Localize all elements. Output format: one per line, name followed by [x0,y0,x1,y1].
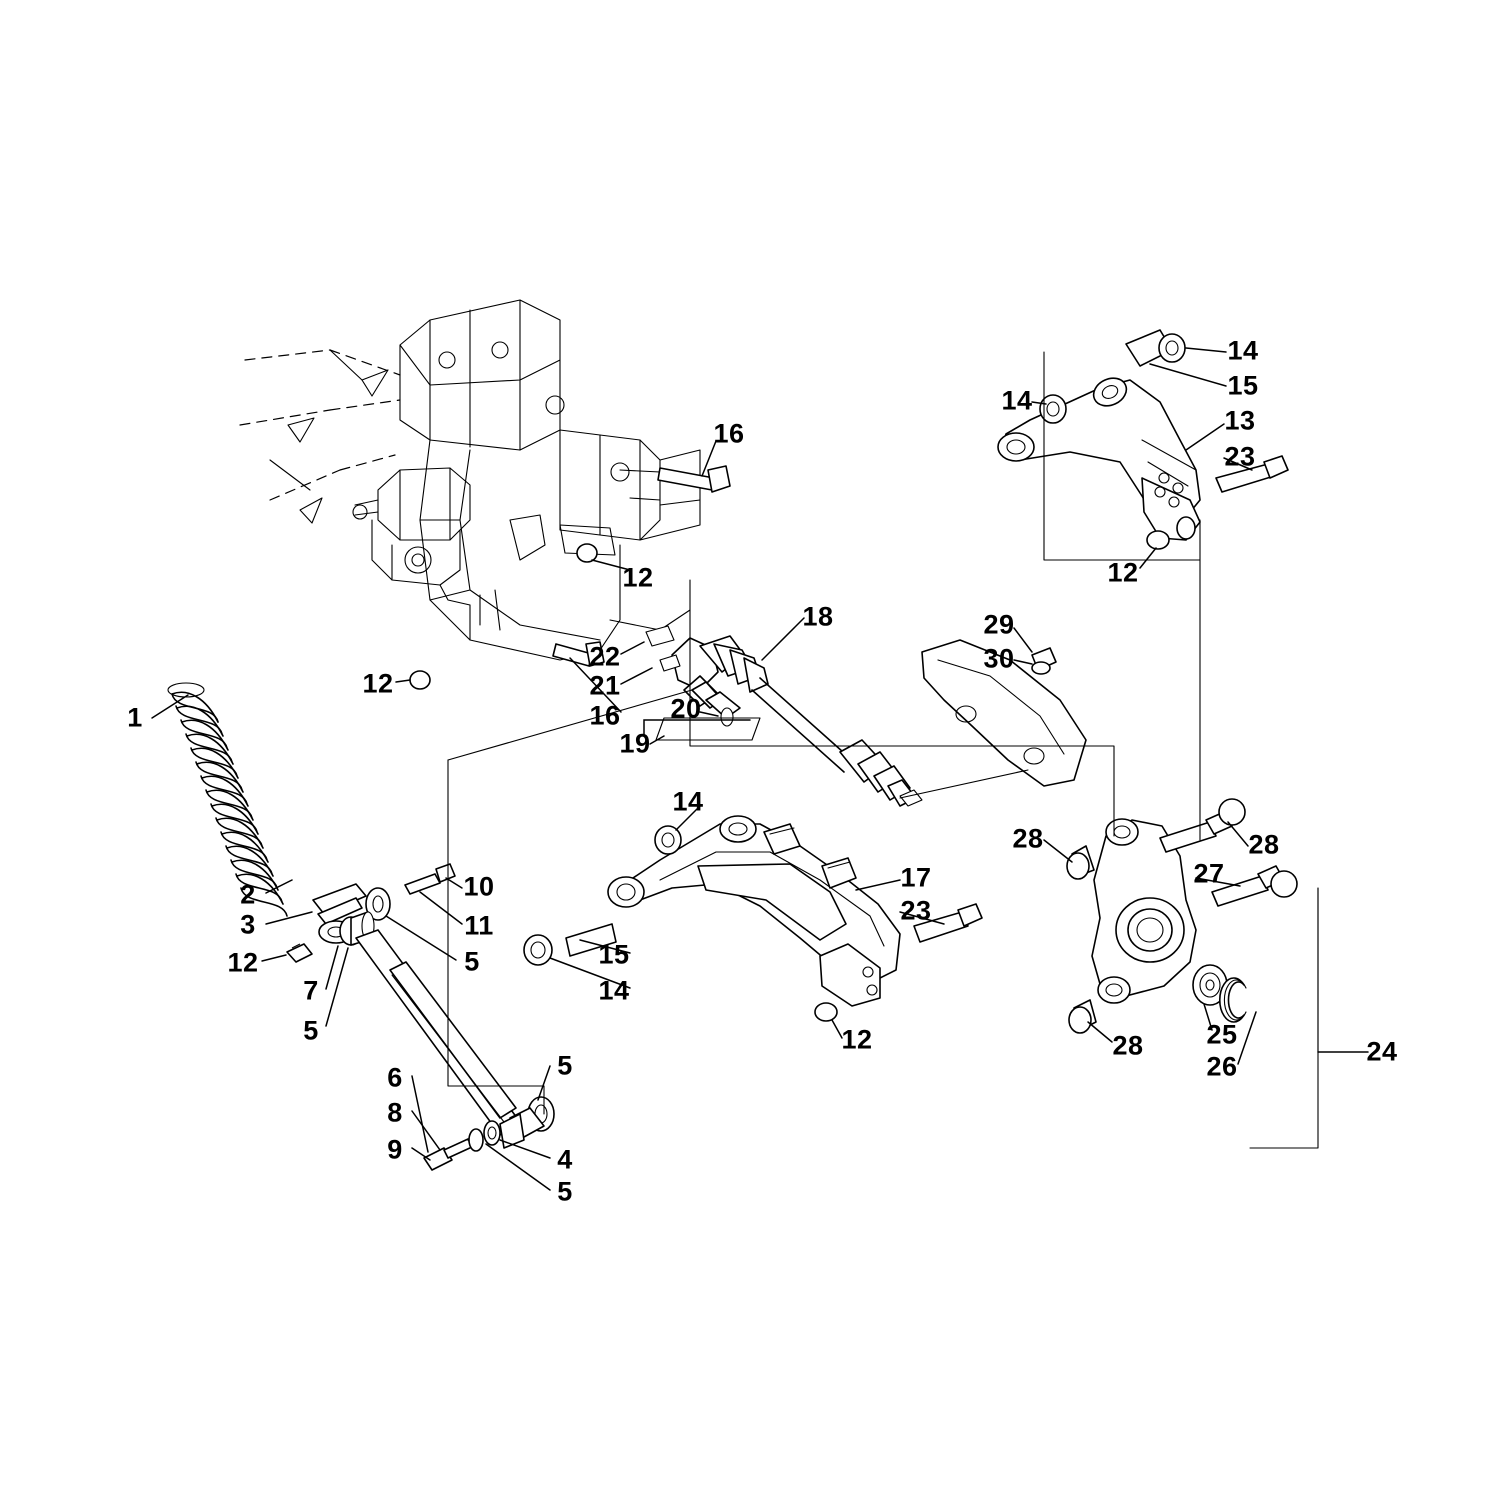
callout-9: 9 [387,1134,403,1165]
callout-14c: 14 [672,786,704,817]
callout-30: 30 [983,643,1015,674]
callout-23a: 23 [1224,441,1256,472]
callout-15b: 15 [598,939,630,970]
callout-26: 26 [1206,1051,1238,1082]
callout-17: 17 [900,862,932,893]
callout-7: 7 [303,975,319,1006]
callout-28c: 28 [1112,1030,1144,1061]
callout-15a: 15 [1227,370,1259,401]
callout-5c: 5 [557,1050,573,1081]
callout-12d: 12 [1107,557,1139,588]
callout-25: 25 [1206,1019,1238,1050]
shock-absorber-group [356,930,554,1137]
callout-1: 1 [127,702,143,733]
callout-10: 10 [463,871,495,902]
callout-5d: 5 [557,1176,573,1207]
callout-12b: 12 [622,562,654,593]
shock-spring-group [168,683,287,916]
callout-5a: 5 [303,1015,319,1046]
callout-21: 21 [589,670,621,701]
chassis-frame-group [240,300,700,660]
callout-11: 11 [464,910,494,941]
callout-16b: 16 [589,700,621,731]
callout-13: 13 [1224,405,1256,436]
callout-20: 20 [670,693,702,724]
callout-12a: 12 [227,947,259,978]
callout-18: 18 [802,601,834,632]
callout-16a: 16 [713,418,745,449]
callout-14a: 14 [1227,335,1259,366]
callout-14d: 14 [598,975,630,1006]
lower-shock-hardware-group [424,1114,524,1170]
callout-29: 29 [983,609,1015,640]
callout-27: 27 [1193,858,1225,889]
callout-6: 6 [387,1062,403,1093]
callout-3: 3 [240,909,256,940]
callout-2: 2 [240,879,256,910]
callout-22: 22 [589,641,621,672]
callout-28b: 28 [1248,829,1280,860]
callout-8: 8 [387,1097,403,1128]
callout-24: 24 [1366,1036,1398,1067]
callout-5b: 5 [464,946,480,977]
callout-12e: 12 [841,1024,873,1055]
callout-4: 4 [557,1144,573,1175]
callout-12c: 12 [362,668,394,699]
callout-23b: 23 [900,895,932,926]
callout-19: 19 [619,728,651,759]
callout-28a: 28 [1012,823,1044,854]
callout-14b: 14 [1001,385,1033,416]
